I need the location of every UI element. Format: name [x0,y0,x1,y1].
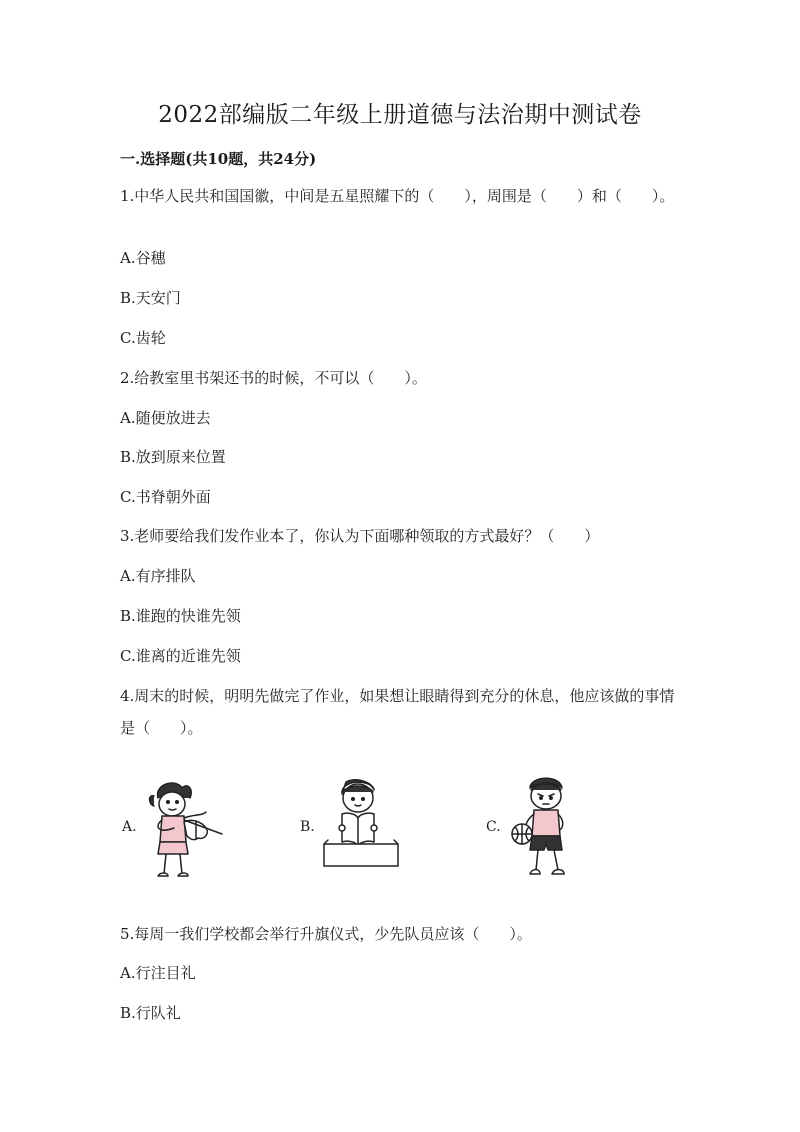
question-3-stem: 3.老师要给我们发作业本了，你认为下面哪种领取的方式最好？（ ） [120,527,600,545]
question-4-option-a-label[interactable]: A. [122,819,137,835]
reading-boy-illustration-icon[interactable] [318,774,404,874]
question-3-option-c[interactable]: C.谁离的近谁先领 [120,647,241,665]
basketball-boy-illustration-icon[interactable] [504,774,584,884]
question-4-stem: 4.周末的时候，明明先做完了作业，如果想让眼睛得到充分的休息，他应该做的事情是（ ）。 [120,687,675,737]
question-2-option-a[interactable]: A.随便放进去 [120,409,211,427]
section-heading: 一.选择题(共10题，共24分) [120,150,317,168]
question-4-option-b-label[interactable]: B. [300,819,315,835]
question-1-option-c[interactable]: C.齿轮 [120,329,166,347]
question-1-option-b[interactable]: B.天安门 [120,289,181,307]
question-1-stem: 1.中华人民共和国国徽，中间是五星照耀下的（ ），周围是（ ）和（ ）。 [120,187,675,205]
page-title: 2022部编版二年级上册道德与法治期中测试卷 [158,102,642,128]
question-2-stem: 2.给教室里书架还书的时候，不可以（ ）。 [120,369,427,387]
question-2-option-b[interactable]: B.放到原来位置 [120,448,226,466]
question-3-option-b[interactable]: B.谁跑的快谁先领 [120,607,241,625]
question-5-option-a[interactable]: A.行注目礼 [120,964,196,982]
question-4-option-c-label[interactable]: C. [486,819,501,835]
question-1-option-a[interactable]: A.谷穗 [120,249,166,267]
question-2-option-c[interactable]: C.书脊朝外面 [120,488,211,506]
question-5-option-b[interactable]: B.行队礼 [120,1004,181,1022]
violin-girl-illustration-icon[interactable] [140,776,230,886]
question-3-option-a[interactable]: A.有序排队 [120,567,196,585]
question-5-stem: 5.每周一我们学校都会举行升旗仪式，少先队员应该（ ）。 [120,925,532,943]
